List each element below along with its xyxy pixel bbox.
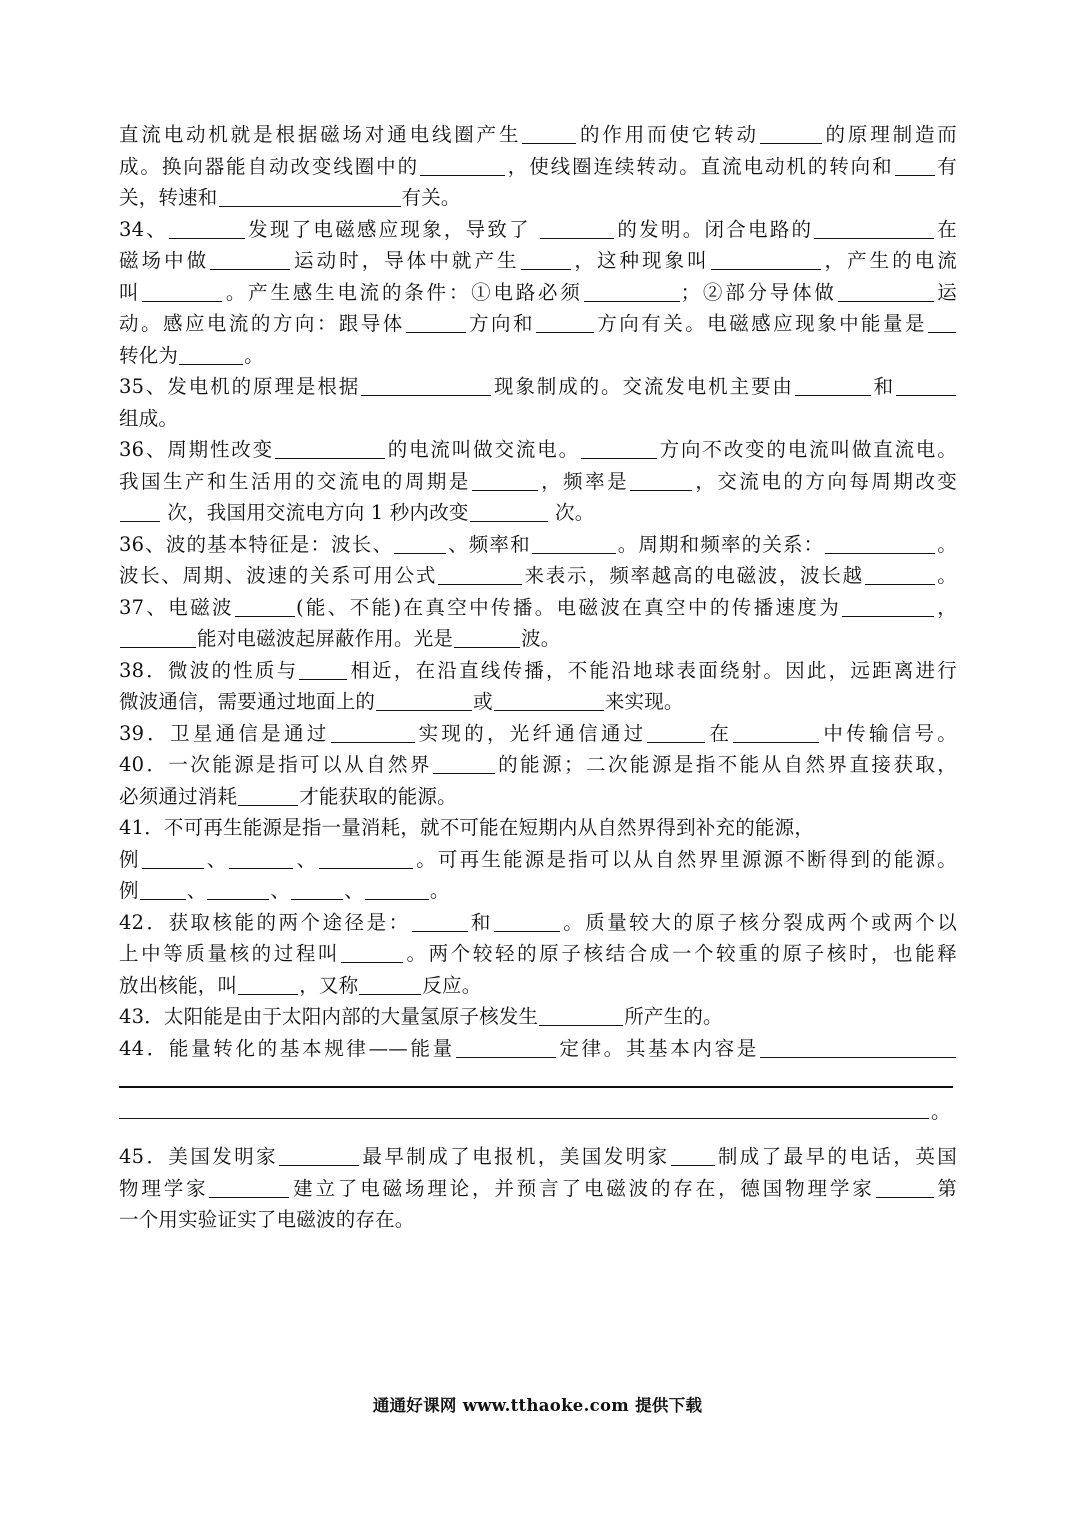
- question-text: 42．获取核能的两个途径是：: [119, 910, 411, 934]
- text-line: [119, 560, 957, 592]
- fill-in-blank[interactable]: [420, 155, 505, 176]
- fill-in-blank[interactable]: [532, 533, 616, 554]
- question-text: 必须通过消耗: [119, 784, 238, 808]
- question-text: 例: [119, 879, 139, 902]
- answer-line: [119, 1086, 953, 1088]
- question-text: 放出核能，叫: [119, 973, 238, 997]
- question-text: 45．美国发明家: [119, 1145, 279, 1168]
- question-text: 有关。: [401, 186, 461, 209]
- question-text: 在: [706, 721, 733, 745]
- question-text: 、频率和: [447, 532, 531, 556]
- fill-in-blank[interactable]: [539, 1005, 623, 1026]
- fill-in-blank[interactable]: [760, 1037, 956, 1058]
- question-text: 有: [935, 154, 957, 178]
- question-text: ，: [935, 595, 958, 619]
- footer-credit: 通通好课网 www.tthaoke.com 提供下载: [372, 1396, 703, 1415]
- text-line: [119, 655, 957, 687]
- question-text: 相近，在沿直线传播，不能沿地球表面绕射。因此，远距离进行: [348, 658, 957, 682]
- text-line: [119, 182, 957, 214]
- text-line: [119, 592, 957, 624]
- text-line: [119, 1141, 957, 1173]
- question-text: 我国生产和生活用的交流电的周期是: [119, 469, 471, 493]
- answer-rule: [119, 1064, 957, 1096]
- question-text: 。产生感生电流的条件：①电路必须: [223, 280, 583, 304]
- text-line: [119, 970, 957, 1002]
- text-line: [119, 1033, 957, 1065]
- text-line: [119, 371, 957, 403]
- fill-in-blank[interactable]: [470, 501, 548, 522]
- fill-in-blank[interactable]: [229, 848, 293, 869]
- question-text: 所产生的。: [624, 1005, 723, 1028]
- question-text: 36、波的基本特征是：波长、: [119, 532, 394, 556]
- fill-in-blank[interactable]: [647, 722, 705, 743]
- fill-in-blank[interactable]: [406, 312, 466, 333]
- text-line: [119, 277, 957, 309]
- fill-in-blank[interactable]: [238, 974, 298, 995]
- question-text: 最早制成了电报机，美国发明家: [360, 1145, 670, 1168]
- fill-in-blank[interactable]: [210, 249, 290, 270]
- question-text: 制成了最早的电话，英国: [715, 1145, 957, 1168]
- fill-in-blank[interactable]: [319, 848, 413, 869]
- answer-rule-last: [119, 1096, 957, 1128]
- question-text: 例: [119, 847, 141, 871]
- fill-in-blank[interactable]: [179, 344, 243, 365]
- question-text: 35、发电机的原理是根据: [119, 375, 361, 398]
- question-text: 波。: [521, 627, 561, 650]
- question-text: 。: [935, 564, 957, 587]
- text-line: [119, 623, 957, 655]
- fill-in-blank[interactable]: [142, 281, 222, 302]
- text-line: [119, 1173, 957, 1205]
- question-text: 磁场中做: [119, 249, 210, 272]
- question-text: 次，我国用交流电方向 1 秒内改变: [161, 501, 469, 524]
- fill-in-blank[interactable]: [433, 753, 495, 774]
- text-line: [119, 718, 957, 750]
- spacer: [119, 1127, 957, 1141]
- fill-in-blank[interactable]: [584, 281, 680, 302]
- text-line: [119, 308, 957, 340]
- question-text: 的电流叫做交流电。: [386, 438, 580, 461]
- question-text: ，产生的电流: [821, 249, 957, 272]
- question-text: 现象制成的。交流发电机主要由: [492, 375, 794, 398]
- question-text: 方向不改变的电流叫做直流电。: [657, 438, 957, 461]
- fill-in-blank[interactable]: [733, 722, 819, 743]
- fill-in-blank[interactable]: [207, 879, 269, 900]
- fill-in-blank[interactable]: [376, 690, 472, 711]
- question-text: 来表示，频率越高的电磁波，波长越: [523, 564, 864, 587]
- fill-in-blank[interactable]: [361, 375, 491, 396]
- fill-in-blank[interactable]: [581, 438, 657, 459]
- question-text: 。两个较轻的原子核结合成一个较重的原子核时，也能释: [404, 942, 957, 965]
- question-text: 实现的，光纤通信通过: [415, 721, 647, 745]
- fill-in-blank[interactable]: [279, 1145, 359, 1166]
- fill-in-blank[interactable]: [120, 627, 196, 648]
- question-text: 反应。: [422, 973, 482, 997]
- question-text: ；②部分导体做: [680, 280, 837, 304]
- question-text: 和: [468, 910, 493, 934]
- question-text: 的原理制造而: [822, 123, 957, 146]
- question-text: 次。: [548, 501, 595, 524]
- question-text: 39．卫星通信是通过: [119, 721, 330, 745]
- question-text: 44．能量转化的基本规律——能量: [119, 1036, 455, 1060]
- answer-line: [119, 1118, 929, 1120]
- text-line: [119, 340, 957, 372]
- fill-in-blank[interactable]: [412, 911, 468, 932]
- fill-in-blank[interactable]: [536, 312, 594, 333]
- fill-in-blank[interactable]: [825, 533, 935, 554]
- text-line: [119, 812, 957, 844]
- fill-in-blank[interactable]: [795, 375, 871, 396]
- fill-in-blank[interactable]: [711, 249, 821, 270]
- question-text: 在: [935, 217, 957, 241]
- fill-in-blank[interactable]: [540, 218, 614, 239]
- question-text: 。周期和频率的关系：: [616, 532, 825, 556]
- question-text: 。: [429, 879, 450, 902]
- text-line: [119, 938, 957, 970]
- fill-in-blank[interactable]: [838, 281, 934, 302]
- question-text: 定律。其基本内容是: [556, 1036, 759, 1060]
- question-text: 、: [344, 879, 364, 902]
- fill-in-blank[interactable]: [814, 218, 934, 239]
- question-text: 运动时，导体中就产生: [291, 249, 520, 272]
- question-text: 成。换向器能自动改变线圈中的: [119, 154, 420, 178]
- text-line: [119, 434, 957, 466]
- question-text: ，交流电的方向每周期改变: [693, 469, 958, 493]
- text-block-upper: [119, 119, 957, 1064]
- fill-in-blank[interactable]: [456, 1037, 556, 1058]
- question-text: 的发明。闭合电路的: [615, 217, 814, 241]
- fill-in-blank[interactable]: [494, 690, 604, 711]
- question-text: 建立了电磁场理论，并预言了电磁波的存在，德国物理学家: [290, 1176, 875, 1200]
- text-line: [119, 119, 957, 151]
- fill-in-blank[interactable]: [630, 470, 692, 491]
- fill-in-blank[interactable]: [522, 123, 576, 144]
- question-list: [119, 119, 957, 1236]
- question-text: 的作用而使它转动: [577, 123, 759, 146]
- question-text: 的能源；二次能源是指不能从自然界直接获取，: [495, 753, 957, 776]
- fill-in-blank[interactable]: [140, 879, 186, 900]
- question-text: 来实现。: [604, 690, 684, 713]
- question-text: 物理学家: [119, 1176, 209, 1200]
- question-text: 。: [936, 532, 957, 556]
- question-text: 、: [270, 879, 291, 902]
- fill-in-blank[interactable]: [219, 186, 401, 207]
- text-line: [119, 749, 957, 781]
- question-text: 能对电磁波起屏蔽作用。光是: [197, 627, 454, 650]
- question-text: 36、周期性改变: [119, 438, 275, 461]
- question-text: 发现了电磁感应现象，导致了: [246, 217, 540, 241]
- fill-in-blank[interactable]: [472, 470, 538, 491]
- question-text: 第: [934, 1176, 958, 1200]
- question-text: 或: [473, 690, 493, 713]
- text-line: [119, 529, 957, 561]
- fill-in-blank[interactable]: [454, 627, 520, 648]
- question-text: 方向和: [466, 312, 535, 335]
- fill-in-blank[interactable]: [142, 848, 204, 869]
- question-text: 和: [871, 375, 896, 398]
- question-text: ，又称: [299, 973, 359, 997]
- question-text: 、: [204, 847, 229, 871]
- fill-in-blank[interactable]: [494, 911, 560, 932]
- question-text: 。可再生能源是指可以从自然界里源源不断得到的能源。: [414, 847, 958, 871]
- question-text: 43．太阳能是由于太阳内部的大量氢原子核发生: [119, 1005, 539, 1028]
- text-line: [119, 781, 957, 813]
- fill-in-blank[interactable]: [238, 785, 298, 806]
- fill-in-blank[interactable]: [865, 564, 935, 585]
- question-text: 才能获取的能源。: [299, 784, 457, 808]
- question-text: 上中等质量核的过程叫: [119, 942, 341, 965]
- question-text: 。: [244, 343, 264, 367]
- fill-in-blank[interactable]: [331, 722, 415, 743]
- text-line: [119, 245, 957, 277]
- fill-in-blank[interactable]: [876, 1177, 934, 1198]
- question-text: 38．微波的性质与: [119, 658, 299, 682]
- question-text: 组成。: [119, 406, 179, 430]
- question-text: 方向有关。电磁感应现象中能量是: [595, 312, 927, 335]
- question-text: (能、不能)在真空中传播。电磁波在真空中的传播速度为: [295, 595, 842, 619]
- question-text: 叫: [119, 280, 142, 304]
- fill-in-blank[interactable]: [928, 312, 956, 333]
- text-line: [119, 1204, 957, 1236]
- text-line: [119, 1001, 957, 1033]
- question-text: 、: [294, 847, 319, 871]
- question-text: 34、: [119, 217, 169, 241]
- fill-in-blank[interactable]: [169, 218, 245, 239]
- question-text: 、: [186, 879, 207, 902]
- text-block-lower: [119, 1141, 957, 1236]
- text-line: [119, 497, 957, 529]
- fill-in-blank[interactable]: [671, 1145, 715, 1166]
- question-text: 微波通信，需要通过地面上的: [119, 690, 376, 713]
- question-text: ，频率是: [538, 469, 630, 493]
- closing-mark: 。: [931, 1099, 951, 1123]
- text-line: [119, 686, 957, 718]
- fill-in-blank[interactable]: [120, 501, 160, 522]
- question-text: 动。感应电流的方向：跟导体: [119, 312, 405, 335]
- fill-in-blank[interactable]: [299, 659, 347, 680]
- fill-in-blank[interactable]: [438, 564, 522, 585]
- question-text: 一个用实验证实了电磁波的存在。: [119, 1208, 415, 1231]
- fill-in-blank[interactable]: [365, 879, 429, 900]
- question-text: ，这种现象叫: [571, 249, 710, 272]
- question-text: 直流电动机就是根据磁场对通电线圈产生: [119, 123, 522, 146]
- fill-in-blank[interactable]: [842, 596, 934, 617]
- fill-in-blank[interactable]: [291, 879, 343, 900]
- question-text: 41．不可再生能源是指一量消耗，就不可能在短期内从自然界得到补充的能源，: [119, 816, 815, 839]
- question-text: 。质量较大的原子核分裂成两个或两个以: [560, 910, 957, 934]
- fill-in-blank[interactable]: [359, 974, 421, 995]
- text-line: [119, 844, 957, 876]
- question-text: 运: [934, 280, 957, 304]
- question-text: 40．一次能源是指可以从自然界: [119, 753, 432, 776]
- question-text: 转化为: [119, 343, 179, 367]
- fill-in-blank[interactable]: [760, 123, 822, 144]
- text-line: [119, 403, 957, 435]
- text-line: [119, 907, 957, 939]
- question-text: 波长、周期、波速的关系可用公式: [119, 564, 438, 587]
- text-line: [119, 466, 957, 498]
- text-line: [119, 875, 957, 907]
- fill-in-blank[interactable]: [341, 942, 403, 963]
- fill-in-blank[interactable]: [235, 596, 295, 617]
- question-text: 37、电磁波: [119, 595, 234, 619]
- question-text: ，使线圈连续转动。直流电动机的转向和: [506, 154, 894, 178]
- fill-in-blank[interactable]: [394, 533, 446, 554]
- question-text: 关，转速和: [119, 186, 218, 209]
- text-line: [119, 151, 957, 183]
- fill-in-blank[interactable]: [895, 155, 935, 176]
- fill-in-blank[interactable]: [896, 375, 956, 396]
- fill-in-blank[interactable]: [275, 438, 385, 459]
- question-text: 中传输信号。: [820, 721, 957, 745]
- fill-in-blank[interactable]: [521, 249, 571, 270]
- text-line: [119, 214, 957, 246]
- fill-in-blank[interactable]: [209, 1177, 289, 1198]
